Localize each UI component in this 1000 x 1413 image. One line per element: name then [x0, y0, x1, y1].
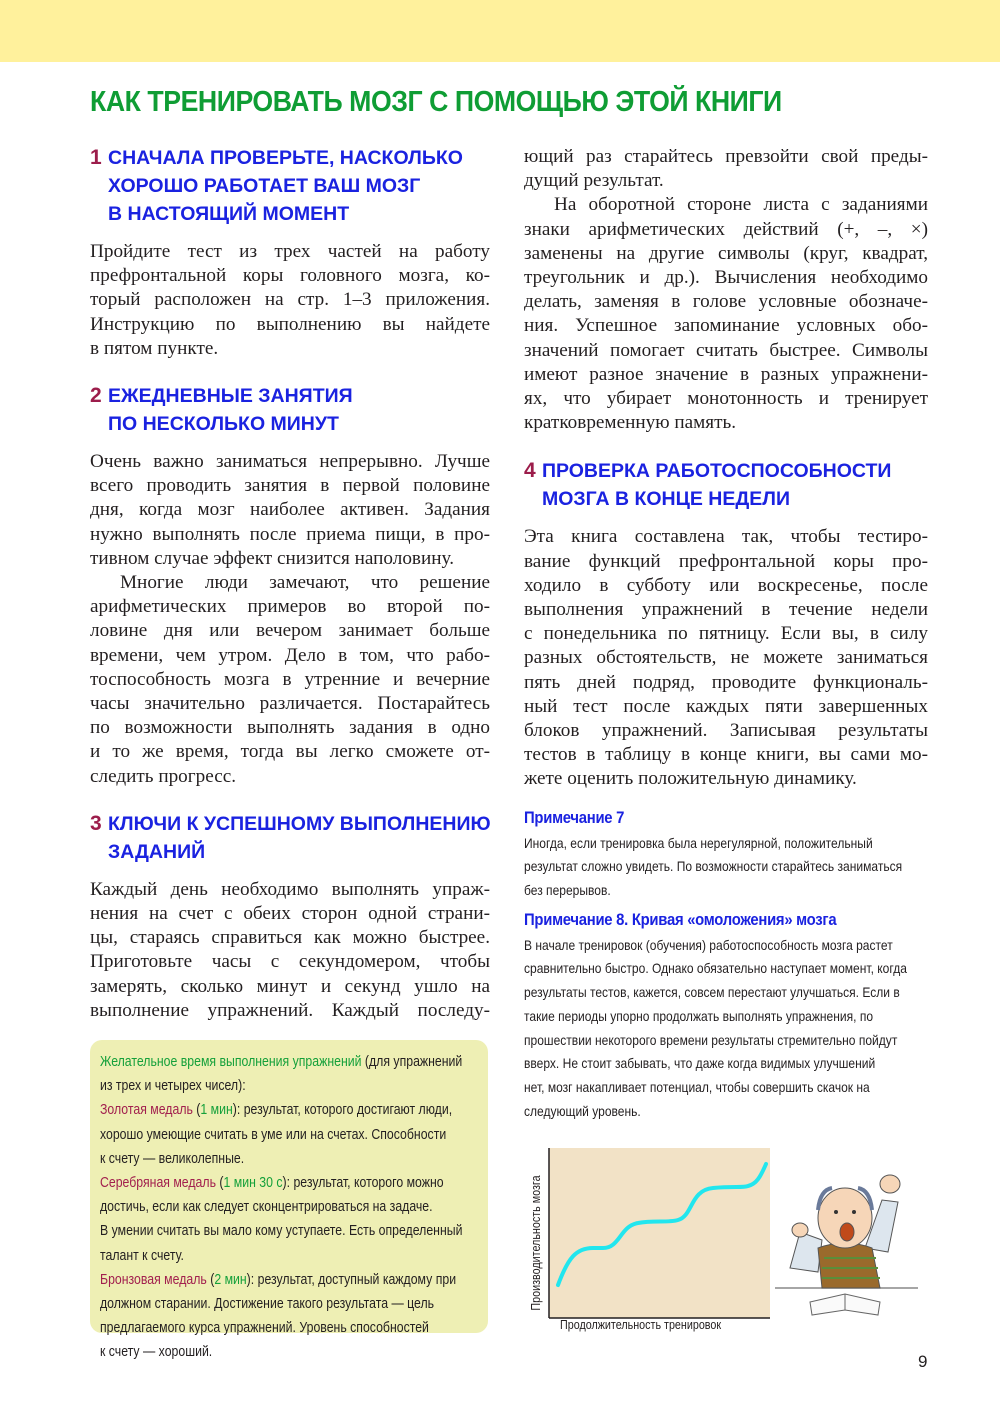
chart-y-axis-label: Производительность мозга — [529, 1175, 543, 1311]
silver-medal-line: Серебряная медаль (1 мин 30 с): результат, которого можно — [100, 1175, 444, 1192]
section-3-continued: ющий раз старайтесь превзойти свой преды- дущий результат. На оборотной стороне листа с заданиями знаки арифметических действий (+, –, ×) заменены на другие символы (круг, квадрат, треугольник и др.). Вычисления необходимо делать, заменяя в голове условные обозначе- ния. Успешное запоминание условных обо- значений помогает считать быстрее. Символы имеют разное значение в разных упражнени- ях, что убирает монотонность и тренирует кратковременную память. — [524, 146, 928, 434]
section-4-heading: 4 ПРОВЕРКА РАБОТОСПОСОБНОСТИ МОЗГА В КОНЦЕ НЕДЕЛИ — [524, 459, 892, 511]
section-3-heading: 3 КЛЮЧИ К УСПЕШНОМУ ВЫПОЛНЕНИЮ ЗАДАНИЙ — [90, 811, 491, 863]
bronze-medal-line: Бронзовая медаль (2 мин): результат, доступный каждому при — [100, 1271, 457, 1288]
brain-rejuvenation-chart — [520, 1140, 770, 1340]
note-8-body: В начале тренировок (обучения) работоспособность мозга растет сравнительно быстро. Однако обязательно наступает момент, когда результаты тестов, кажется, совсем перестают улучшаться. Если в такие периоды упорно продолжать выполнять упражнения, по прошествии некоторого времени результаты стремительно пойдут вверх. Не стоит забывать, что даже когда видимых улучшений нет, мозг накапливает потенциал, чтобы совершить скачок на следующий уровень. — [524, 936, 907, 1119]
right-column — [524, 144, 928, 1123]
section-2-body: Очень важно заниматься непрерывно. Лучше всего проводить занятия в первой половине дня, когда мозг наиболее активен. Задания нужно выполнять после приема пищи, в про- тивном случае эффект снизится наполовину. Многие люди замечают, что решение арифметических примеров во второй по- ловине дня или вечером занимает больше времени, чем утром. Дело в том, что рабо- тоспособность мозга в утренние и вечерние часы значительно различается. Постарайтесь по возможности выполнять задания в одно и то же время, тогда вы легко сможете от- следить прогресс. — [90, 451, 490, 787]
page-number: 9 — [918, 1352, 928, 1371]
section-number: 1 — [90, 146, 102, 169]
left-column — [90, 144, 490, 1023]
section-4-body: Эта книга составлена так, чтобы тестиро- вание функций префронтальной коры про- ходило в субботу или воскресенье, после выполнения упражнений в течение недели с понедельника по пятницу. Если вы, в силу разных обстоятельств, не можете заниматься пять дней подряд, проводите функциональ- ный тест после каждых пяти завершенных блоков упражнений. Записывая результаты тестов в таблицу в конце книги, вы сами мо- жете оценить положительную динамику. — [524, 526, 928, 790]
section-number: 3 — [90, 811, 102, 835]
section-3-body: Каждый день необходимо выполнять упраж- нения на счет с обеих сторон одной страни- цы, стараясь справиться как можно быстрее. Приготовьте часы с секундомером, чтобы замерять, сколько минут и секунд ушло на выполнение упражнений. Каждый последу- — [90, 878, 490, 1021]
note-7-body: Иногда, если тренировка была нерегулярной, положительный результат сложно увидеть. По возможности старайтесь заниматься без перерывов. — [524, 834, 903, 899]
note-7-title: Примечание 7 — [524, 808, 625, 827]
callout-intro: Желательное время выполнения упражнений (для упражнений — [100, 1054, 463, 1070]
gold-medal-line: Золотая медаль (1 мин): результат, которого достигают люди, — [100, 1102, 453, 1119]
top-color-band — [0, 0, 1000, 62]
section-2-heading: 2 ЕЖЕДНЕВНЫЕ ЗАНЯТИЯ ПО НЕСКОЛЬКО МИНУТ — [90, 384, 353, 436]
section-number: 2 — [90, 384, 102, 408]
page-title: КАК ТРЕНИРОВАТЬ МОЗГ С ПОМОЩЬЮ ЭТОЙ КНИГИ — [90, 86, 782, 118]
cheering-old-man-illustration — [770, 1160, 920, 1320]
target-times-callout: Желательное время выполнения упражнений (для упражнений из трех и четырех чисел): Золотая медаль (1 мин): результат, которого достигают люди, хорошо умеющие считать в уме или на счетах. Способности к счету — великолепные. Серебряная медаль (1 мин 30 с): результат, которого можно достичь, если как следует сконцентрироваться на задаче. В умении считать вы мало кому уступаете. Есть определенный талант к счету. Бронзовая медаль (2 мин): результат, доступный каждому при должном старании. Достижение такого результата — цель предлагаемого курса упражнений. Уровень способностей к счету — хороший. — [90, 1040, 488, 1333]
chart-plot-area — [548, 1148, 770, 1320]
section-1-body: Пройдите тест из трех частей на работу префронтальной коры головного мозга, ко- торый расположен на стр. 1–3 приложения. Инструкцию по выполнению вы найдете в пятом пункте. — [90, 241, 490, 359]
chart-background — [549, 1148, 770, 1318]
section-number: 4 — [524, 459, 536, 483]
section-1-heading: 1 СНАЧАЛА ПРОВЕРЬТЕ, НАСКОЛЬКО ХОРОШО РАБОТАЕТ ВАШ МОЗГ В НАСТОЯЩИЙ МОМЕНТ — [90, 146, 463, 225]
chart-x-axis-label: Продолжительность тренировок — [560, 1318, 722, 1332]
note-8-title: Примечание 8. Кривая «омоложения» мозга — [524, 910, 837, 929]
